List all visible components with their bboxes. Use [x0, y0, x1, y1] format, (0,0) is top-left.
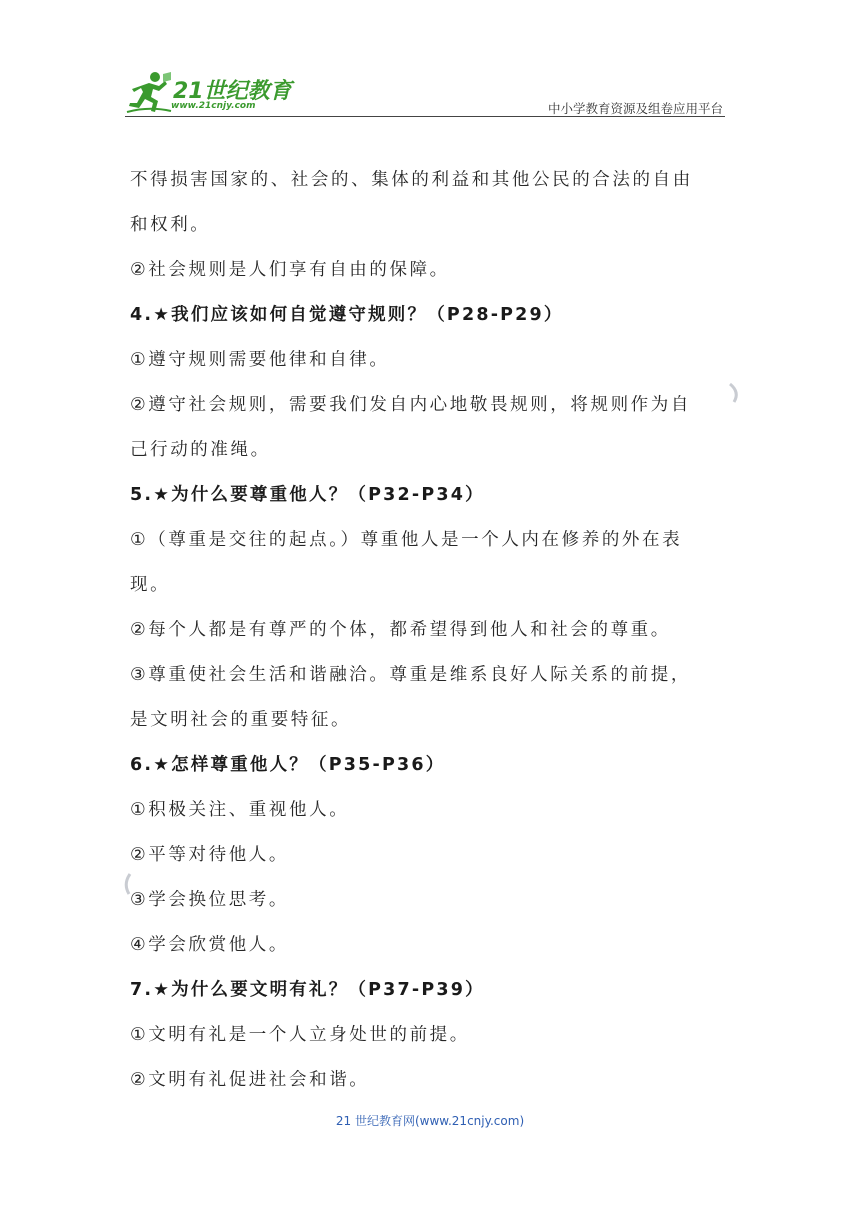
section-heading: 6.★怎样尊重他人？（P35-P36） — [130, 755, 446, 775]
text-line: 己行动的准绳。 — [130, 440, 271, 460]
text-line: ①文明有礼是一个人立身处世的前提。 — [130, 1025, 470, 1045]
scan-artifact-right — [728, 382, 742, 404]
logo — [125, 68, 305, 118]
page-header — [125, 68, 725, 118]
scan-artifact-left — [122, 872, 132, 896]
text-line: 现。 — [130, 575, 171, 595]
text-line: 不得损害国家的、社会的、集体的利益和其他公民的合法的自由 — [130, 170, 693, 190]
text-line: ①遵守规则需要他律和自律。 — [130, 350, 390, 370]
text-line: ①（尊重是交往的起点。）尊重他人是一个人内在修养的外在表 — [130, 530, 683, 550]
text-line: ②社会规则是人们享有自由的保障。 — [130, 260, 450, 280]
text-line: ①积极关注、重视他人。 — [130, 800, 350, 820]
section-heading: 5.★为什么要尊重他人？（P32-P34） — [130, 485, 485, 505]
text-line: ③学会换位思考。 — [130, 890, 289, 910]
text-line: ②平等对待他人。 — [130, 845, 289, 865]
text-line: ②每个人都是有尊严的个体，都希望得到他人和社会的尊重。 — [130, 620, 671, 640]
footer-link[interactable]: 21 世纪教育网(www.21cnjy.com) — [335, 1114, 525, 1128]
logo-url: www.21cnjy.com — [171, 101, 256, 111]
text-line: ②文明有礼促进社会和谐。 — [130, 1070, 370, 1090]
text-line: ④学会欣赏他人。 — [130, 935, 289, 955]
text-line: ②遵守社会规则，需要我们发自内心地敬畏规则，将规则作为自 — [130, 395, 691, 415]
logo-text: 21世纪教育 — [173, 79, 292, 104]
document-body — [130, 158, 730, 1103]
header-divider — [125, 116, 725, 117]
text-line: 是文明社会的重要特征。 — [130, 710, 352, 730]
section-heading: 7.★为什么要文明有礼？（P37-P39） — [130, 980, 485, 1000]
text-line: 和权利。 — [130, 215, 211, 235]
header-tagline: 中小学教育资源及组卷应用平台 — [547, 101, 723, 116]
section-heading: 4.★我们应该如何自觉遵守规则？（P28-P29） — [130, 305, 564, 325]
runner-logo-icon — [125, 70, 173, 116]
text-line: ③尊重使社会生活和谐融洽。尊重是维系良好人际关系的前提， — [130, 665, 691, 685]
